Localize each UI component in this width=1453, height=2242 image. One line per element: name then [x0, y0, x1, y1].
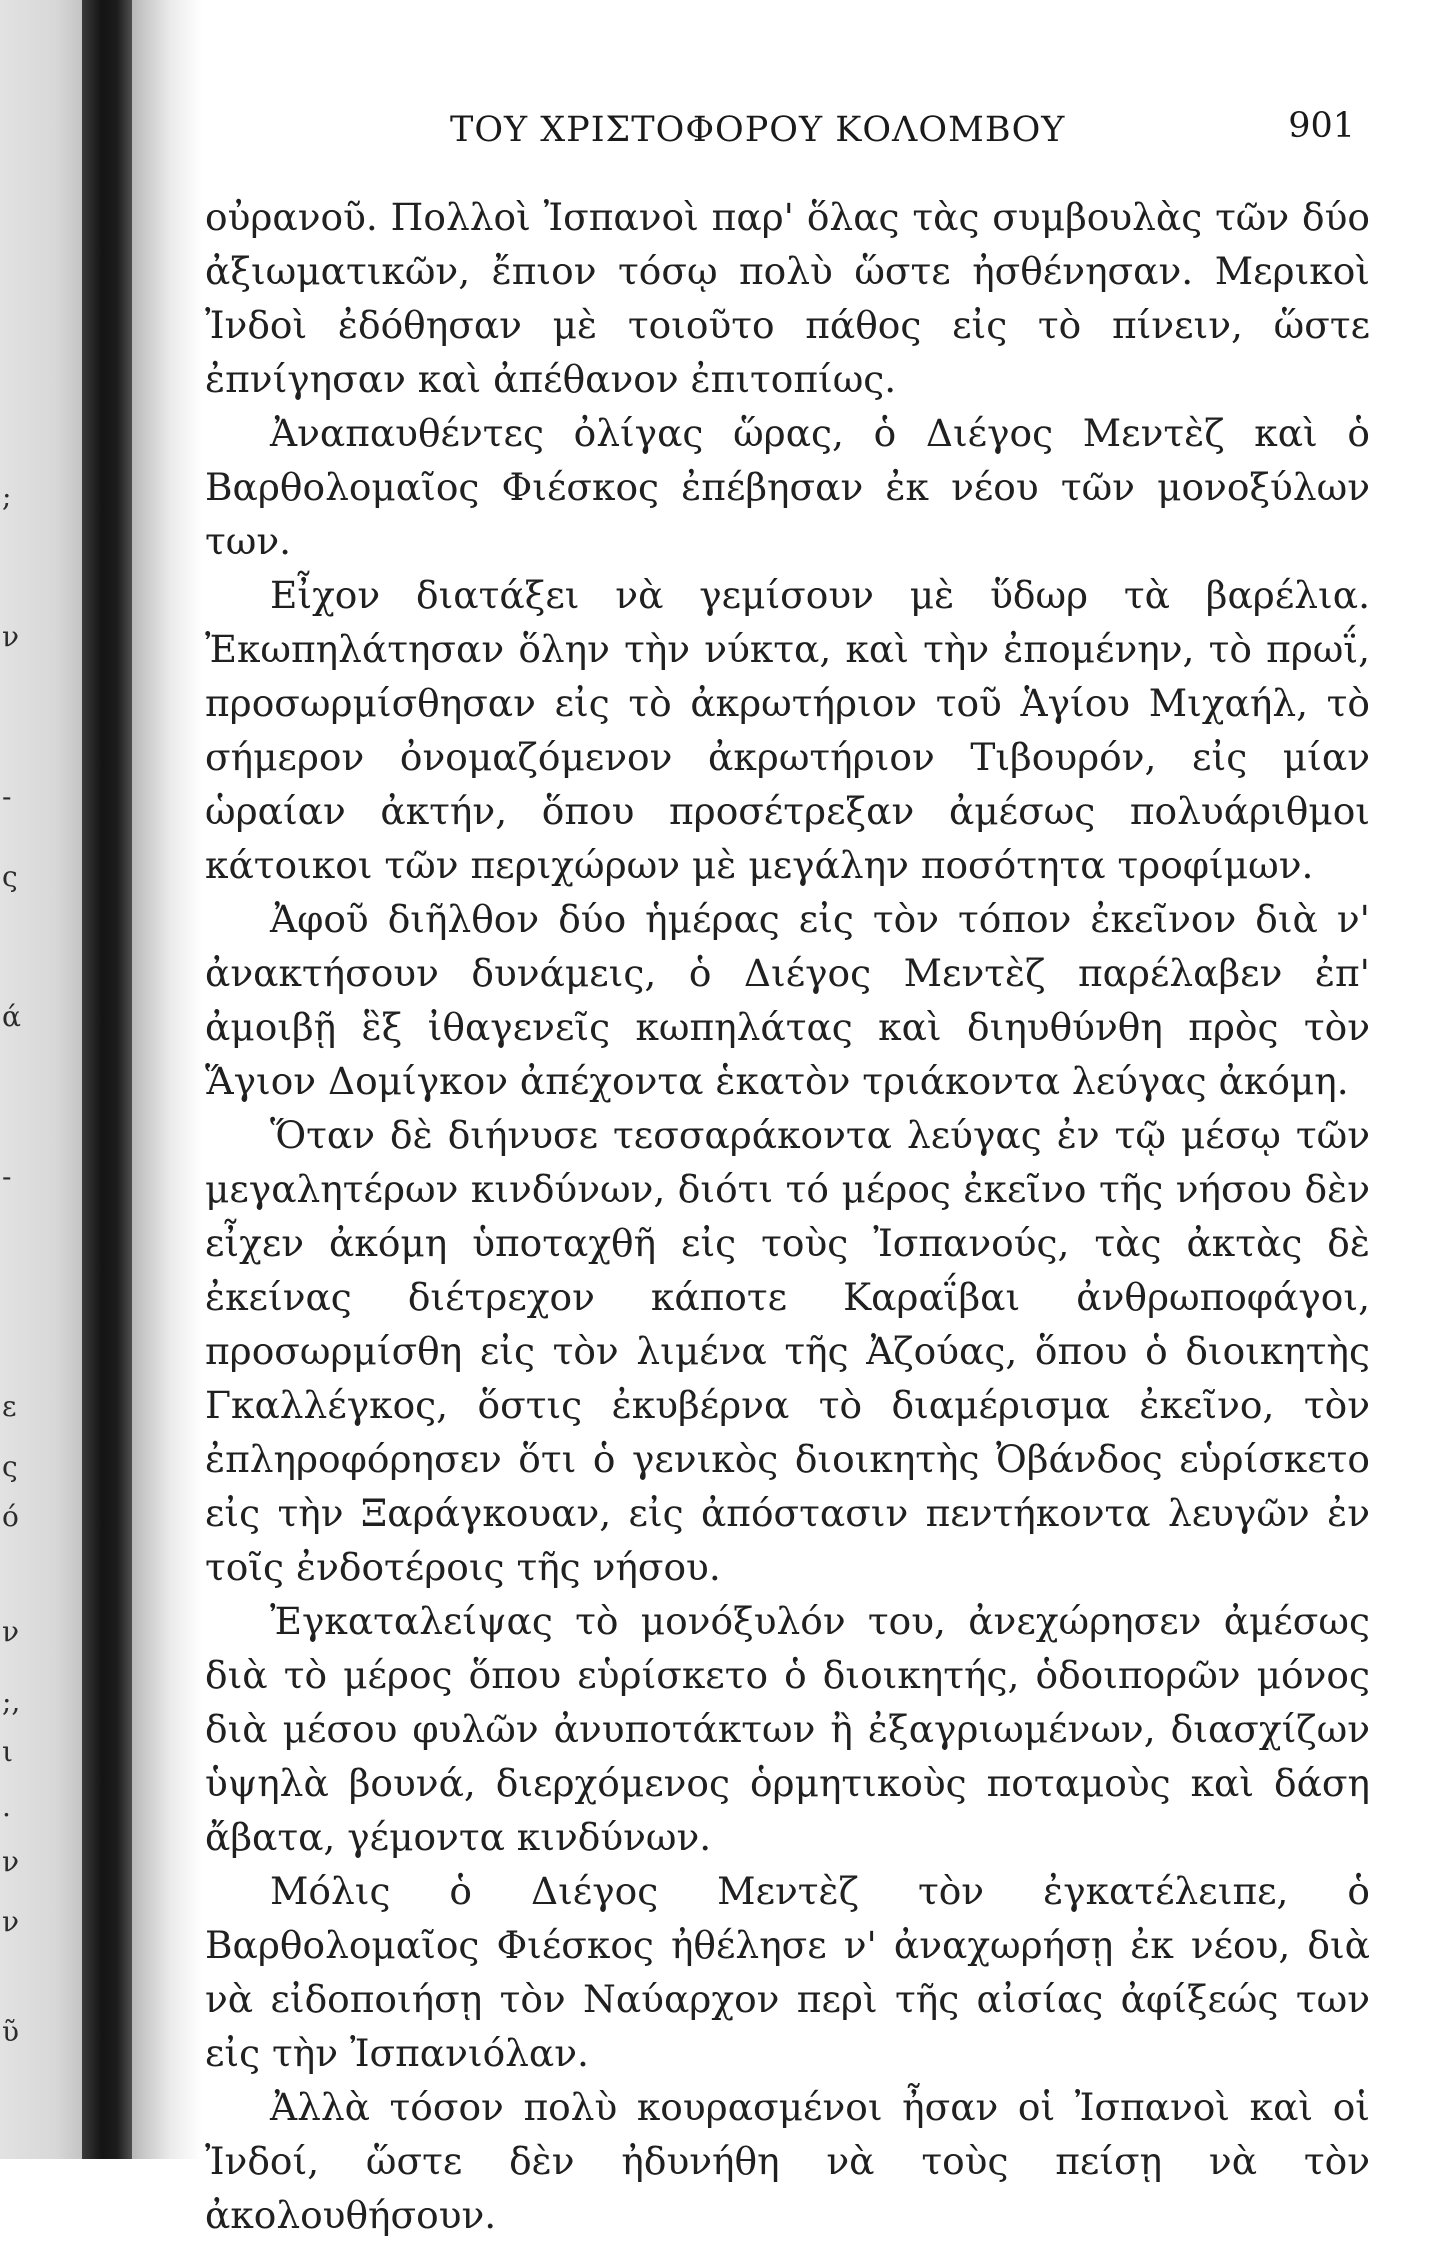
prev-page-fragment: . [2, 1790, 11, 1823]
prev-page-fragment: ε [2, 1390, 17, 1423]
prev-page-fragment: ι [2, 1735, 13, 1768]
prev-page-fragment: ν [2, 1845, 20, 1878]
page-number: 901 [1288, 106, 1355, 146]
prev-page-fragment: - [2, 780, 12, 813]
book-spine-shadow [82, 0, 132, 2159]
paragraph: Ἀφοῦ διῆλθον δύο ἡμέρας εἰς τὸν τόπον ἐκεῖνον διὰ ν' ἀνακτήσουν δυνάμεις, ὁ Διέγος Μεντὲζ παρέλαβεν ἐπ' ἀμοιβῇ ἓξ ἰθαγενεῖς κωπηλάτας καὶ διηυθύνθη πρὸς τὸν Ἅγιον Δομίγκον ἀπέχοντα ἑκατὸν τριάκοντα λεύγας ἀκόμη. [205, 897, 1370, 1103]
prev-page-fragment: ; [2, 480, 12, 513]
paragraph: Ἀλλὰ τόσον πολὺ κουρασμένοι ἦσαν οἱ Ἰσπανοὶ καὶ οἱ Ἰνδοί, ὥστε δὲν ἠδυνήθη νὰ τοὺς πείσῃ νὰ τὸν ἀκολουθήσουν. [205, 2085, 1370, 2237]
prev-page-fragment: ;, [2, 1685, 21, 1718]
prev-page-fragment: ς [2, 1450, 18, 1483]
paragraph: Εἶχον διατάξει νὰ γεμίσουν μὲ ὕδωρ τὰ βαρέλια. Ἐκωπηλάτησαν ὅλην τὴν νύκτα, καὶ τὴν ἐπομένην, τὸ πρωΐ, προσωρμίσθησαν εἰς τὸ ἀκρωτήριον τοῦ Ἁγίου Μιχαήλ, τὸ σήμερον ὀνομαζόμενον ἀκρωτήριον Τιβουρόν, εἰς μίαν ὡραίαν ἀκτήν, ὅπου προσέτρεξαν ἀμέσως πολυάριθμοι κάτοικοι τῶν περιχώρων μὲ μεγάλην ποσότητα τροφίμων. [205, 573, 1370, 887]
page-curl-shade [132, 0, 202, 2159]
running-head [205, 100, 1375, 170]
paragraph: Ὅταν δὲ διήνυσε τεσσαράκοντα λεύγας ἐν τῷ μέσῳ τῶν μεγαλητέρων κινδύνων, διότι τό μέρος ἐκεῖνο τῆς νήσου δὲν εἶχεν ἀκόμη ὑποταχθῆ εἰς τοὺς Ἰσπανούς, τὰς ἀκτὰς δὲ ἐκείνας διέτρεχον κάποτε Καραΐβαι ἀνθρωποφάγοι, προσωρμίσθη εἰς τὸν λιμένα τῆς Ἀζούας, ὅπου ὁ διοικητὴς Γκαλλέγκος, ὅστις ἐκυβέρνα τὸ διαμέρισμα ἐκεῖνο, τὸν ἐπληροφόρησεν ὅτι ὁ γενικὸς διοικητὴς Ὀβάνδος εὑρίσκετο εἰς τὴν Ξαράγκουαν, εἰς ἀπόστασιν πεντήκοντα λευγῶν ἐν τοῖς ἐνδοτέροις τῆς νήσου. [205, 1113, 1370, 1589]
prev-page-fragment: ν [2, 1615, 20, 1648]
previous-page-edge [0, 0, 40, 2159]
prev-page-fragment: ν [2, 620, 20, 653]
prev-page-fragment: ά [2, 1000, 21, 1033]
paragraph: Μόλις ὁ Διέγος Μεντὲζ τὸν ἐγκατέλειπε, ὁ Βαρθολομαῖος Φιέσκος ἠθέλησε ν' ἀναχωρήσῃ ἐκ νέου, διὰ νὰ εἰδοποιήσῃ τὸν Ναύαρχον περὶ τῆς αἰσίας ἀφίξεώς των εἰς τὴν Ἰσπανιόλαν. [205, 1869, 1370, 2075]
prev-page-fragment: ό [2, 1500, 19, 1533]
prev-page-fragment: ῦ [2, 2015, 20, 2048]
paragraph: Ἐγκαταλείψας τὸ μονόξυλόν του, ἀνεχώρησεν ἀμέσως διὰ τὸ μέρος ὅπου εὑρίσκετο ὁ διοικητής, ὁδοιπορῶν μόνος διὰ μέσου φυλῶν ἀνυποτάκτων ἢ ἐξαγριωμένων, διασχίζων ὑψηλὰ βουνά, διερχόμενος ὁρμητικοὺς ποταμοὺς καὶ δάση ἄβατα, γέμοντα κινδύνων. [205, 1599, 1370, 1859]
running-title: ΤΟΥ ΧΡΙΣΤΟΦΟΡΟΥ ΚΟΛΟΜΒΟΥ [450, 110, 1066, 150]
body-text [205, 190, 1370, 2242]
prev-page-fragment: - [2, 1160, 12, 1193]
prev-page-fragment: ς [2, 860, 18, 893]
paragraph: Ἀναπαυθέντες ὀλίγας ὥρας, ὁ Διέγος Μεντὲζ καὶ ὁ Βαρθολομαῖος Φιέσκος ἐπέβησαν ἐκ νέου τῶν μονοξύλων των. [205, 411, 1370, 563]
prev-page-fragment: ν [2, 1905, 20, 1938]
book-page [205, 100, 1375, 2237]
paragraph: οὐρανοῦ. Πολλοὶ Ἰσπανοὶ παρ' ὅλας τὰς συμβουλὰς τῶν δύο ἀξιωματικῶν, ἔπιον τόσῳ πολὺ ὥστε ἠσθένησαν. Μερικοὶ Ἰνδοὶ ἐδόθησαν μὲ τοιοῦτο πάθος εἰς τὸ πίνειν, ὥστε ἐπνίγησαν καὶ ἀπέθανον ἐπιτοπίως. [205, 195, 1370, 401]
